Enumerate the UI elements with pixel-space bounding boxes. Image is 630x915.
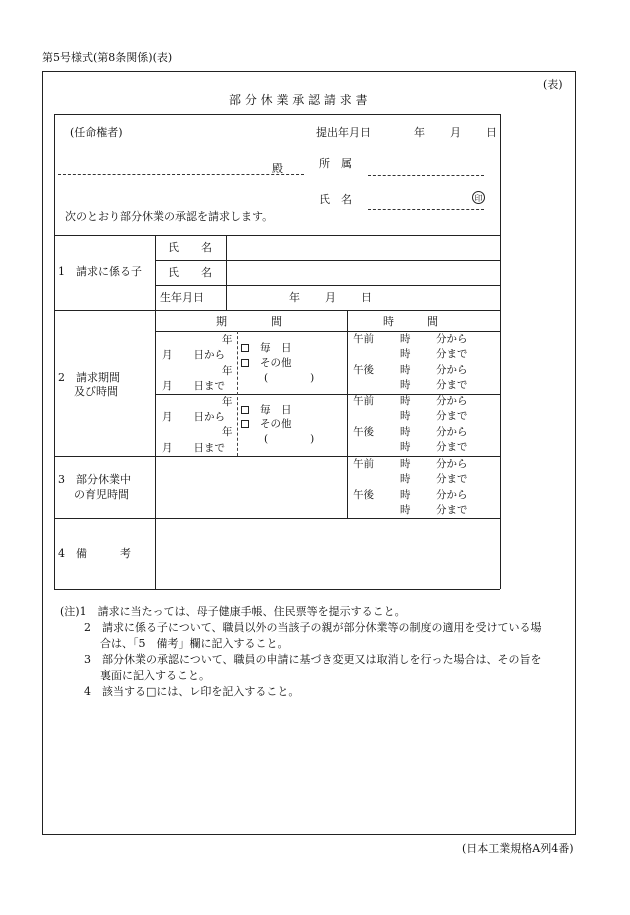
birth-year-label: 年 [289, 291, 300, 304]
daily-label-2: 毎 日 [260, 404, 292, 416]
section2-label-line2: 及び時間 [74, 385, 118, 398]
form-title: 部 分 休 業 承 認 請 求 書 [229, 93, 368, 107]
period2-other-paren: ( ) [264, 433, 315, 445]
child-name-label-1: 氏 名 [168, 241, 212, 254]
time3-hour-a: 時 [400, 458, 411, 470]
time3-to-b: 分まで [436, 504, 468, 516]
time2-hour-a: 時 [400, 395, 411, 407]
section4-label: 4 備 考 [58, 547, 131, 560]
submit-year-label: 年 [414, 126, 425, 139]
time-header: 時 間 [383, 315, 438, 328]
period1-daily-option[interactable] [241, 343, 292, 354]
seal-mark: 印 [472, 191, 485, 204]
applicant-name-field[interactable] [368, 209, 484, 210]
birth-month-label: 月 [325, 291, 336, 304]
period1-other-option[interactable] [241, 358, 292, 369]
child-name-label-2: 氏 名 [168, 266, 212, 279]
note-1: (注)1 請求に当たっては、母子健康手帳、住民票等を提示すること。 [60, 605, 406, 618]
time2-am: 午前 [353, 395, 374, 407]
daily-label-1: 毎 日 [260, 342, 292, 354]
time1-hour-b: 時 [400, 348, 411, 360]
checkbox-daily-1[interactable] [241, 344, 249, 352]
time1-hour-d: 時 [400, 379, 411, 391]
submit-date-label: 提出年月日 [316, 126, 371, 139]
time1-hour-c: 時 [400, 364, 411, 376]
time1-to-b: 分まで [436, 379, 468, 391]
time3-hour-c: 時 [400, 489, 411, 501]
period2-year-to: 年 [222, 426, 233, 438]
period1-to: 月 日まで [162, 380, 225, 392]
remarks-field[interactable] [157, 520, 498, 587]
time3-from-a: 分から [436, 458, 468, 470]
affiliation-label: 所 属 [319, 157, 352, 170]
time2-from-b: 分から [436, 426, 468, 438]
checkbox-other-1[interactable] [241, 359, 249, 367]
birth-day-label: 日 [361, 291, 372, 304]
period2-to: 月 日まで [162, 442, 225, 454]
time2-hour-c: 時 [400, 426, 411, 438]
section2-label-line1: 2 請求期間 [58, 371, 120, 384]
section3-label-line2: の育児時間 [74, 488, 129, 501]
honorific: 殿 [272, 162, 283, 175]
other-label-2: その他 [260, 418, 292, 430]
time3-from-b: 分から [436, 489, 468, 501]
birth-date-label: 生年月日 [160, 291, 204, 304]
footer-size-label: (日本工業規格A列4番) [462, 842, 574, 855]
note-3: 3 部分休業の承認について、職員の申請に基づき変更又は取消しを行った場合は、その旨を [84, 653, 542, 666]
appointer-label: (任命権者) [70, 126, 123, 139]
period-header: 期 間 [216, 315, 282, 328]
time2-from-a: 分から [436, 395, 468, 407]
submit-month-label: 月 [450, 126, 461, 139]
request-text: 次のとおり部分休業の承認を請求します。 [65, 210, 274, 223]
applicant-name-label: 氏 名 [319, 193, 352, 206]
time1-hour-a: 時 [400, 333, 411, 345]
section3-label-line1: 3 部分休業中 [58, 473, 131, 486]
period2-daily-option[interactable] [241, 405, 292, 416]
period1-from: 月 日から [162, 349, 225, 361]
time1-pm: 午後 [353, 364, 374, 376]
time2-to-a: 分まで [436, 410, 468, 422]
note-3-cont: 裏面に記入すること。 [100, 669, 210, 682]
period1-other-paren: ( ) [264, 372, 315, 384]
note-2: 2 請求に係る子について、職員以外の当該子の親が部分休業等の制度の適用を受けている場 [84, 621, 542, 634]
time1-am: 午前 [353, 333, 374, 345]
period1-year-from: 年 [222, 334, 233, 346]
time2-to-b: 分まで [436, 441, 468, 453]
note-2-cont: 合は、「5 備考」欄に記入すること。 [100, 637, 289, 650]
time3-to-a: 分まで [436, 473, 468, 485]
period2-other-option[interactable] [241, 419, 292, 430]
time2-pm: 午後 [353, 426, 374, 438]
checkbox-daily-2[interactable] [241, 406, 249, 414]
form-frame [42, 71, 576, 835]
form-label: 第5号様式(第8条関係)(表) [42, 51, 173, 64]
affiliation-field[interactable] [368, 175, 484, 176]
section1-label: 1 請求に係る子 [58, 265, 142, 278]
period2-year-from: 年 [222, 396, 233, 408]
time3-am: 午前 [353, 458, 374, 470]
period1-year-to: 年 [222, 365, 233, 377]
time3-hour-d: 時 [400, 504, 411, 516]
addressee-line[interactable] [58, 174, 304, 175]
note-4: 4 該当する□には、レ印を記入すること。 [84, 685, 300, 698]
submit-day-label: 日 [486, 126, 497, 139]
time2-hour-b: 時 [400, 410, 411, 422]
time3-hour-b: 時 [400, 473, 411, 485]
time2-hour-d: 時 [400, 441, 411, 453]
other-label-1: その他 [260, 357, 292, 369]
time1-from-a: 分から [436, 333, 468, 345]
checkbox-other-2[interactable] [241, 420, 249, 428]
period2-from: 月 日から [162, 411, 225, 423]
time3-pm: 午後 [353, 489, 374, 501]
time1-to-a: 分まで [436, 348, 468, 360]
side-label: (表) [543, 78, 563, 91]
time1-from-b: 分から [436, 364, 468, 376]
